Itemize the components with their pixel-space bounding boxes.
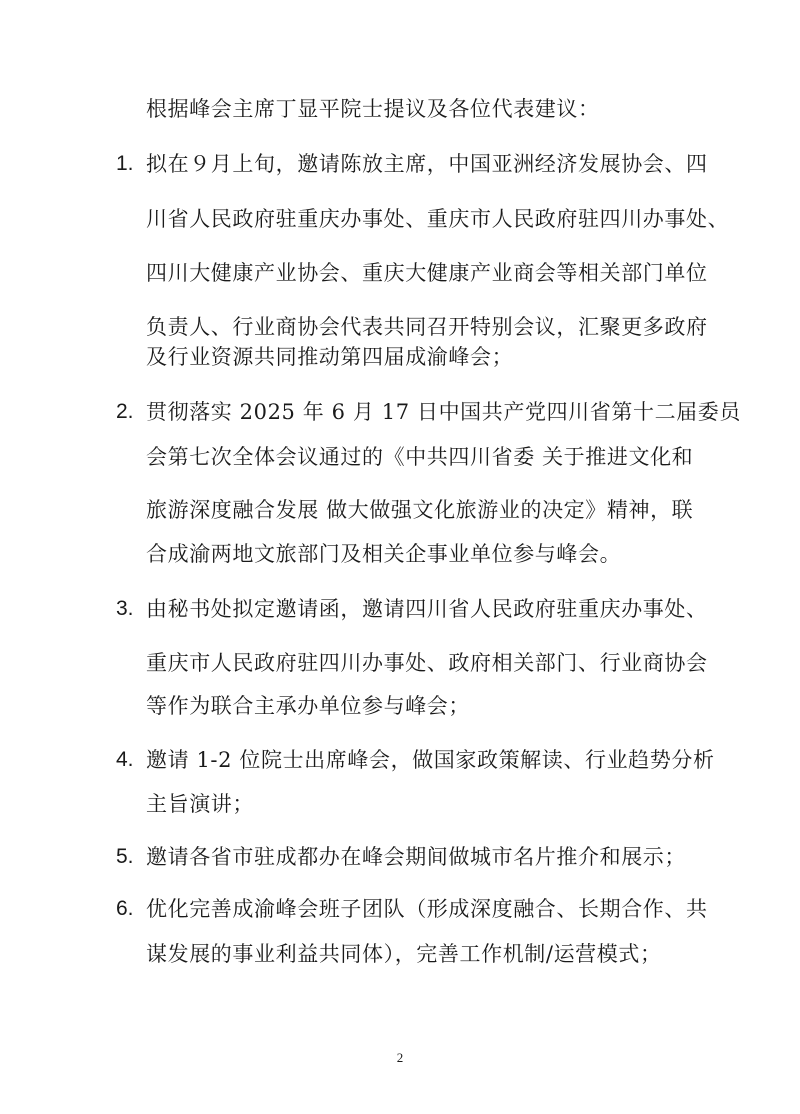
item-2-line-4: 合成渝两地文旅部门及相关企事业单位参与峰会。	[146, 542, 622, 566]
item-4-line-1: 邀请 1-2 位院士出席峰会，做国家政策解读、行业趋势分析	[146, 748, 715, 772]
item-2-line-1: 贯彻落实 2025 年 6 月 17 日中国共产党四川省第十二届委员	[146, 400, 741, 424]
item-6-line-1: 优化完善成渝峰会班子团队（形成深度融合、长期合作、共	[146, 897, 708, 921]
item-1-line-1: 拟在９月上旬，邀请陈放主席，中国亚洲经济发展协会、四	[146, 152, 708, 176]
item-4-line-2: 主旨演讲；	[146, 792, 254, 816]
item-5-line-1: 邀请各省市驻成都办在峰会期间做城市名片推介和展示；	[146, 845, 686, 869]
item-3-line-3: 等作为联合主承办单位参与峰会；	[146, 694, 470, 718]
page-number: 2	[396, 1050, 404, 1065]
item-4-number: 4.	[116, 748, 134, 771]
item-6-number: 6.	[116, 897, 134, 920]
item-3-line-2: 重庆市人民政府驻四川办事处、政府相关部门、行业商协会	[146, 651, 708, 675]
item-1-number: 1.	[116, 152, 134, 175]
item-1-line-2: 川省人民政府驻重庆办事处、重庆市人民政府驻四川办事处、	[146, 207, 730, 231]
item-1-line-3: 四川大健康产业协会、重庆大健康产业商会等相关部门单位	[146, 261, 708, 285]
item-2-number: 2.	[116, 400, 134, 423]
item-1-line-4: 负责人、行业商协会代表共同召开特别会议，汇聚更多政府	[146, 315, 708, 339]
item-5-number: 5.	[116, 845, 134, 868]
intro-paragraph: 根据峰会主席丁显平院士提议及各位代表建议：	[146, 97, 600, 121]
item-2-line-2: 会第七次全体会议通过的《中共四川省委 关于推进文化和	[146, 445, 694, 469]
item-3-line-1: 由秘书处拟定邀请函，邀请四川省人民政府驻重庆办事处、	[146, 597, 708, 621]
item-2-line-3: 旅游深度融合发展 做大做强文化旅游业的决定》精神，联	[146, 498, 694, 522]
item-1-line-5: 及行业资源共同推动第四届成渝峰会；	[146, 345, 514, 369]
item-3-number: 3.	[116, 597, 134, 620]
item-6-line-2: 谋发展的事业利益共同体），完善工作机制/运营模式；	[146, 942, 662, 966]
